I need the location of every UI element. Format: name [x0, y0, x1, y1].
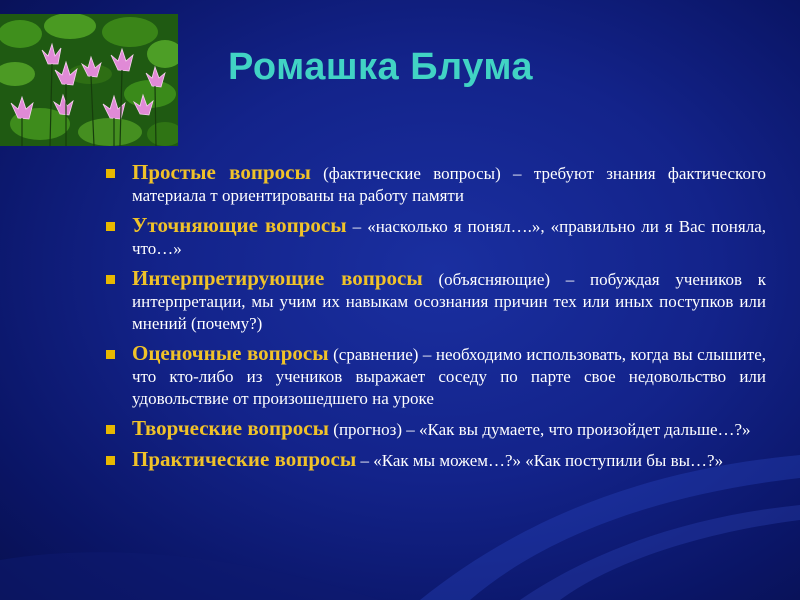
item-term: Практические вопросы	[132, 447, 357, 471]
list-item	[104, 214, 766, 260]
item-term: Интерпретирующие вопросы	[132, 266, 423, 290]
item-text: – «Как мы можем…?» «Как поступили бы вы…?»	[356, 451, 724, 470]
square-bullet-icon	[106, 425, 115, 434]
item-text: (прогноз) – «Как вы думаете, что произойдет дальше…?»	[329, 420, 751, 439]
slide-title: Ромашка Блума	[228, 46, 534, 88]
square-bullet-icon	[106, 350, 115, 359]
item-term: Оценочные вопросы	[132, 341, 329, 365]
square-bullet-icon	[106, 275, 115, 284]
list-item	[104, 448, 766, 472]
item-text: (сравнение) – необходимо использовать, когда вы слышите, что кто-либо из учеников выражает соседу по парте свое недовольство или удовольствие от произошедшего на уроке	[132, 345, 766, 408]
list-item	[104, 267, 766, 335]
item-term: Простые вопросы	[132, 160, 311, 184]
item-term: Творческие вопросы	[132, 416, 330, 440]
water-lily-photo	[0, 14, 178, 146]
list-item	[104, 342, 766, 410]
item-text: (фактические вопросы) – требуют знания фактического материала т ориентированы на работу памяти	[132, 164, 767, 205]
list-item	[104, 161, 766, 207]
water-lily-icon	[0, 14, 178, 146]
questions-list	[104, 161, 766, 479]
square-bullet-icon	[106, 169, 115, 178]
list-item	[104, 417, 766, 441]
item-term: Уточняющие вопросы	[132, 213, 347, 237]
item-text: (объясняющие) – побуждая учеников к интерпретации, мы учим их навыкам осознания причин тех или иных поступков или мнений (почему?)	[132, 270, 766, 333]
item-text: – «насколько я понял….», «правильно ли я Вас поняла, что…»	[132, 217, 766, 258]
square-bullet-icon	[106, 456, 115, 465]
square-bullet-icon	[106, 222, 115, 231]
